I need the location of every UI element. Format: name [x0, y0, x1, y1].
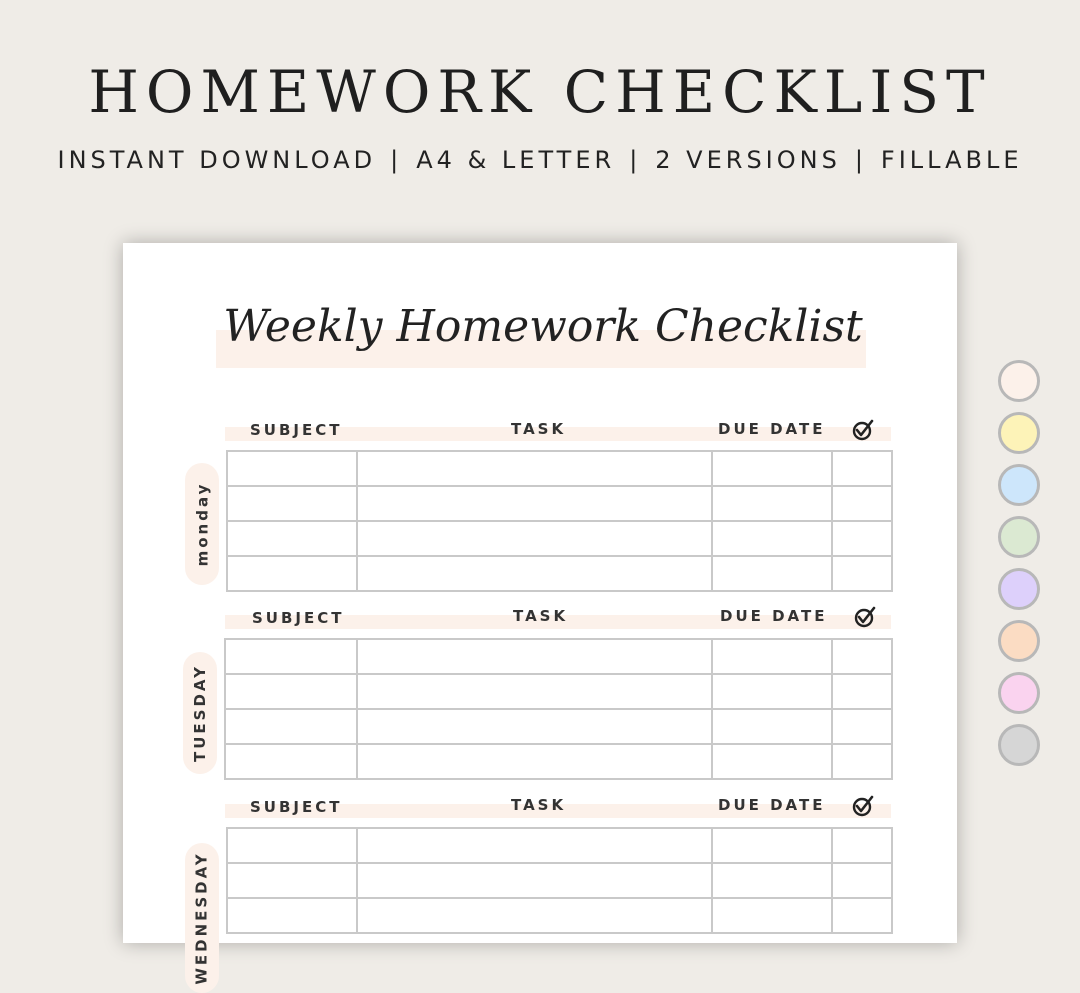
column-header-due-date: DUE DATE — [720, 607, 828, 625]
done-cell[interactable] — [832, 674, 892, 709]
table-row — [227, 521, 892, 556]
sheet-title: Weekly Homework Checklist — [223, 301, 863, 352]
done-cell[interactable] — [832, 556, 892, 591]
task-cell[interactable] — [357, 744, 712, 779]
task-cell[interactable] — [357, 486, 712, 521]
color-swatch-3[interactable] — [998, 464, 1040, 506]
task-cell[interactable] — [357, 521, 712, 556]
column-header-task: TASK — [511, 796, 567, 814]
due-date-cell[interactable] — [712, 521, 832, 556]
check-icon — [851, 794, 875, 818]
day-text: monday — [193, 481, 212, 567]
day-text: TUESDAY — [191, 664, 210, 762]
due-date-cell[interactable] — [712, 639, 832, 674]
homework-table-tuesday — [224, 638, 893, 780]
column-header-subject: SUBJECT — [250, 421, 343, 439]
done-cell[interactable] — [832, 639, 892, 674]
feature-instant-download: INSTANT DOWNLOAD — [57, 146, 377, 174]
table-row — [227, 451, 892, 486]
done-cell[interactable] — [832, 486, 892, 521]
done-cell[interactable] — [832, 863, 892, 898]
table-row — [225, 744, 892, 779]
day-text: WEDNESDAY — [193, 851, 211, 985]
subject-cell[interactable] — [227, 521, 357, 556]
done-cell[interactable] — [832, 521, 892, 556]
done-cell[interactable] — [832, 744, 892, 779]
day-label-monday — [185, 463, 219, 585]
task-cell[interactable] — [357, 863, 712, 898]
homework-table-wednesday — [226, 827, 893, 934]
due-date-cell[interactable] — [712, 556, 832, 591]
subject-cell[interactable] — [225, 709, 357, 744]
task-cell[interactable] — [357, 451, 712, 486]
feature-list — [0, 146, 1080, 174]
subject-cell[interactable] — [227, 898, 357, 933]
check-icon — [851, 418, 875, 442]
done-cell[interactable] — [832, 898, 892, 933]
table-row — [227, 828, 892, 863]
table-row — [227, 898, 892, 933]
table-row — [227, 863, 892, 898]
column-header-due-date: DUE DATE — [718, 796, 826, 814]
feature-versions: 2 VERSIONS — [655, 146, 841, 174]
color-swatch-4[interactable] — [998, 516, 1040, 558]
table-row — [225, 639, 892, 674]
color-swatches — [998, 360, 1040, 776]
column-header-subject: SUBJECT — [250, 798, 343, 816]
task-cell[interactable] — [357, 898, 712, 933]
day-label-wednesday — [185, 843, 219, 993]
page-title: HOMEWORK CHECKLIST — [88, 58, 992, 126]
due-date-cell[interactable] — [712, 486, 832, 521]
due-date-cell[interactable] — [712, 674, 832, 709]
separator: | — [629, 146, 642, 174]
due-date-cell[interactable] — [712, 828, 832, 863]
done-cell[interactable] — [832, 451, 892, 486]
subject-cell[interactable] — [227, 556, 357, 591]
due-date-cell[interactable] — [712, 451, 832, 486]
due-date-cell[interactable] — [712, 709, 832, 744]
color-swatch-1[interactable] — [998, 360, 1040, 402]
table-row — [225, 674, 892, 709]
task-cell[interactable] — [357, 828, 712, 863]
color-swatch-2[interactable] — [998, 412, 1040, 454]
day-label-tuesday — [183, 652, 217, 774]
feature-fillable: FILLABLE — [880, 146, 1023, 174]
separator: | — [390, 146, 403, 174]
separator: | — [854, 146, 867, 174]
subject-cell[interactable] — [227, 863, 357, 898]
task-cell[interactable] — [357, 639, 712, 674]
due-date-cell[interactable] — [712, 744, 832, 779]
table-row — [227, 556, 892, 591]
due-date-cell[interactable] — [712, 863, 832, 898]
column-header-subject: SUBJECT — [252, 609, 345, 627]
table-row — [225, 709, 892, 744]
subject-cell[interactable] — [225, 639, 357, 674]
color-swatch-7[interactable] — [998, 672, 1040, 714]
task-cell[interactable] — [357, 674, 712, 709]
done-cell[interactable] — [832, 709, 892, 744]
task-cell[interactable] — [357, 709, 712, 744]
column-header-task: TASK — [511, 420, 567, 438]
homework-table-monday — [226, 450, 893, 592]
subject-cell[interactable] — [227, 828, 357, 863]
subject-cell[interactable] — [225, 744, 357, 779]
table-row — [227, 486, 892, 521]
done-cell[interactable] — [832, 828, 892, 863]
column-header-task: TASK — [513, 607, 569, 625]
color-swatch-5[interactable] — [998, 568, 1040, 610]
color-swatch-8[interactable] — [998, 724, 1040, 766]
check-icon — [853, 605, 877, 629]
subject-cell[interactable] — [227, 486, 357, 521]
task-cell[interactable] — [357, 556, 712, 591]
feature-paper-size: A4 & LETTER — [416, 146, 616, 174]
due-date-cell[interactable] — [712, 898, 832, 933]
subject-cell[interactable] — [227, 451, 357, 486]
subject-cell[interactable] — [225, 674, 357, 709]
column-header-due-date: DUE DATE — [718, 420, 826, 438]
checklist-sheet — [123, 243, 957, 985]
color-swatch-6[interactable] — [998, 620, 1040, 662]
